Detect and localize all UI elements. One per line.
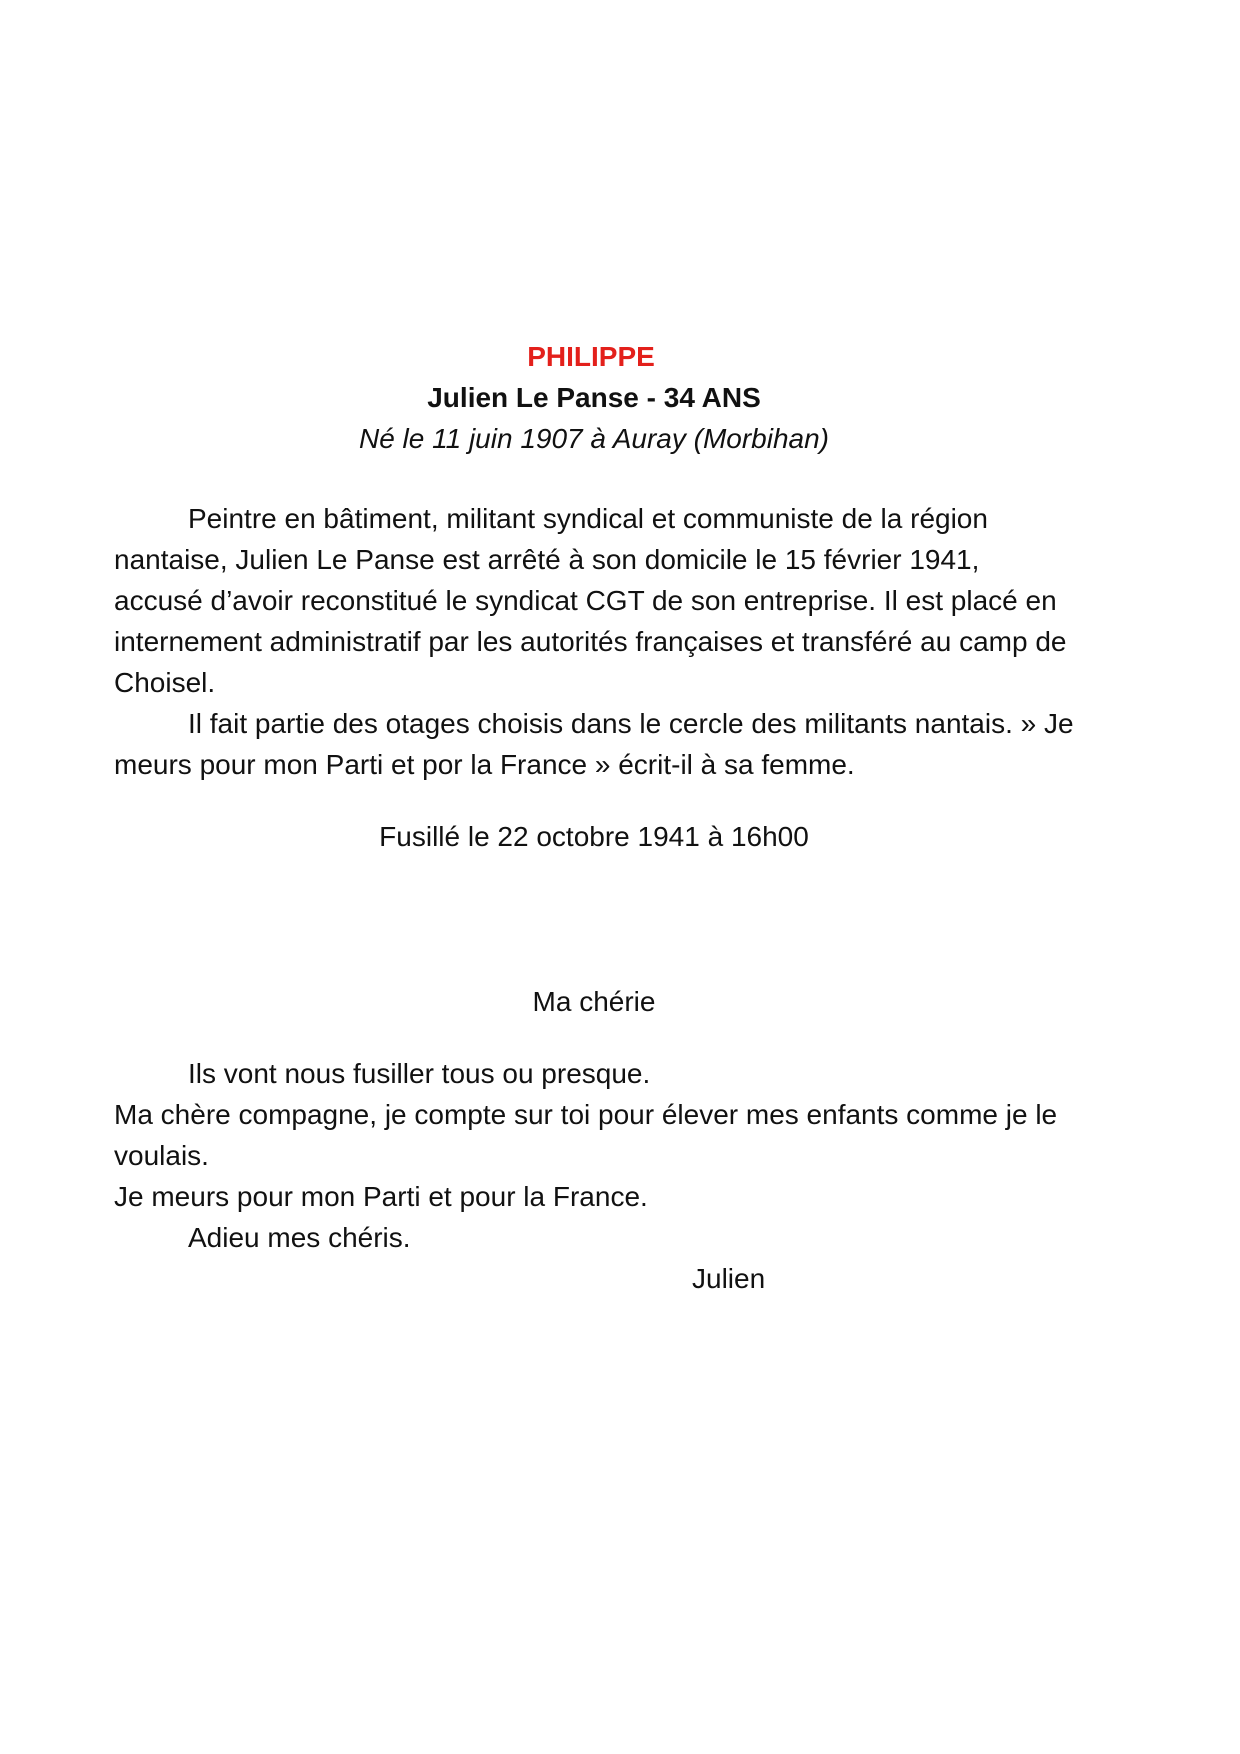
letter-salutation: Ma chérie — [532, 986, 656, 1017]
biography — [114, 498, 1074, 785]
letter-line: Ils vont nous fusiller tous ou presque. — [188, 1058, 651, 1089]
letter-body — [114, 1053, 1074, 1299]
biography-paragraph: Peintre en bâtiment, militant syndical et communiste de la région nantaise, Julien Le Panse est arrêté à son domicile le 15 février 1941, accusé d’avoir reconstitué le syndicat CGT de son entreprise. Il est placé en internement administratif par les autorités françaises et transféré au camp de Choisel. — [114, 503, 1067, 698]
biography-paragraph: Il fait partie des otages choisis dans le cercle des militants nantais. » Je meurs pour mon Parti et por la France » écrit-il à sa femme. — [114, 708, 1074, 780]
document-content — [114, 336, 1074, 1299]
letter-line: Ma chère compagne, je compte sur toi pour élever mes enfants comme je le voulais. — [114, 1099, 1058, 1171]
letter-line: Je meurs pour mon Parti et pour la France. — [114, 1181, 648, 1212]
birth-line: Né le 11 juin 1907 à Auray (Morbihan) — [358, 423, 830, 454]
execution-line: Fusillé le 22 octobre 1941 à 16h00 — [379, 821, 809, 852]
alias-heading: PHILIPPE — [527, 341, 655, 372]
name-age-heading: Julien Le Panse - 34 ANS — [427, 382, 761, 413]
letter-signature: Julien — [692, 1263, 766, 1294]
letter-line: Adieu mes chéris. — [188, 1222, 411, 1253]
